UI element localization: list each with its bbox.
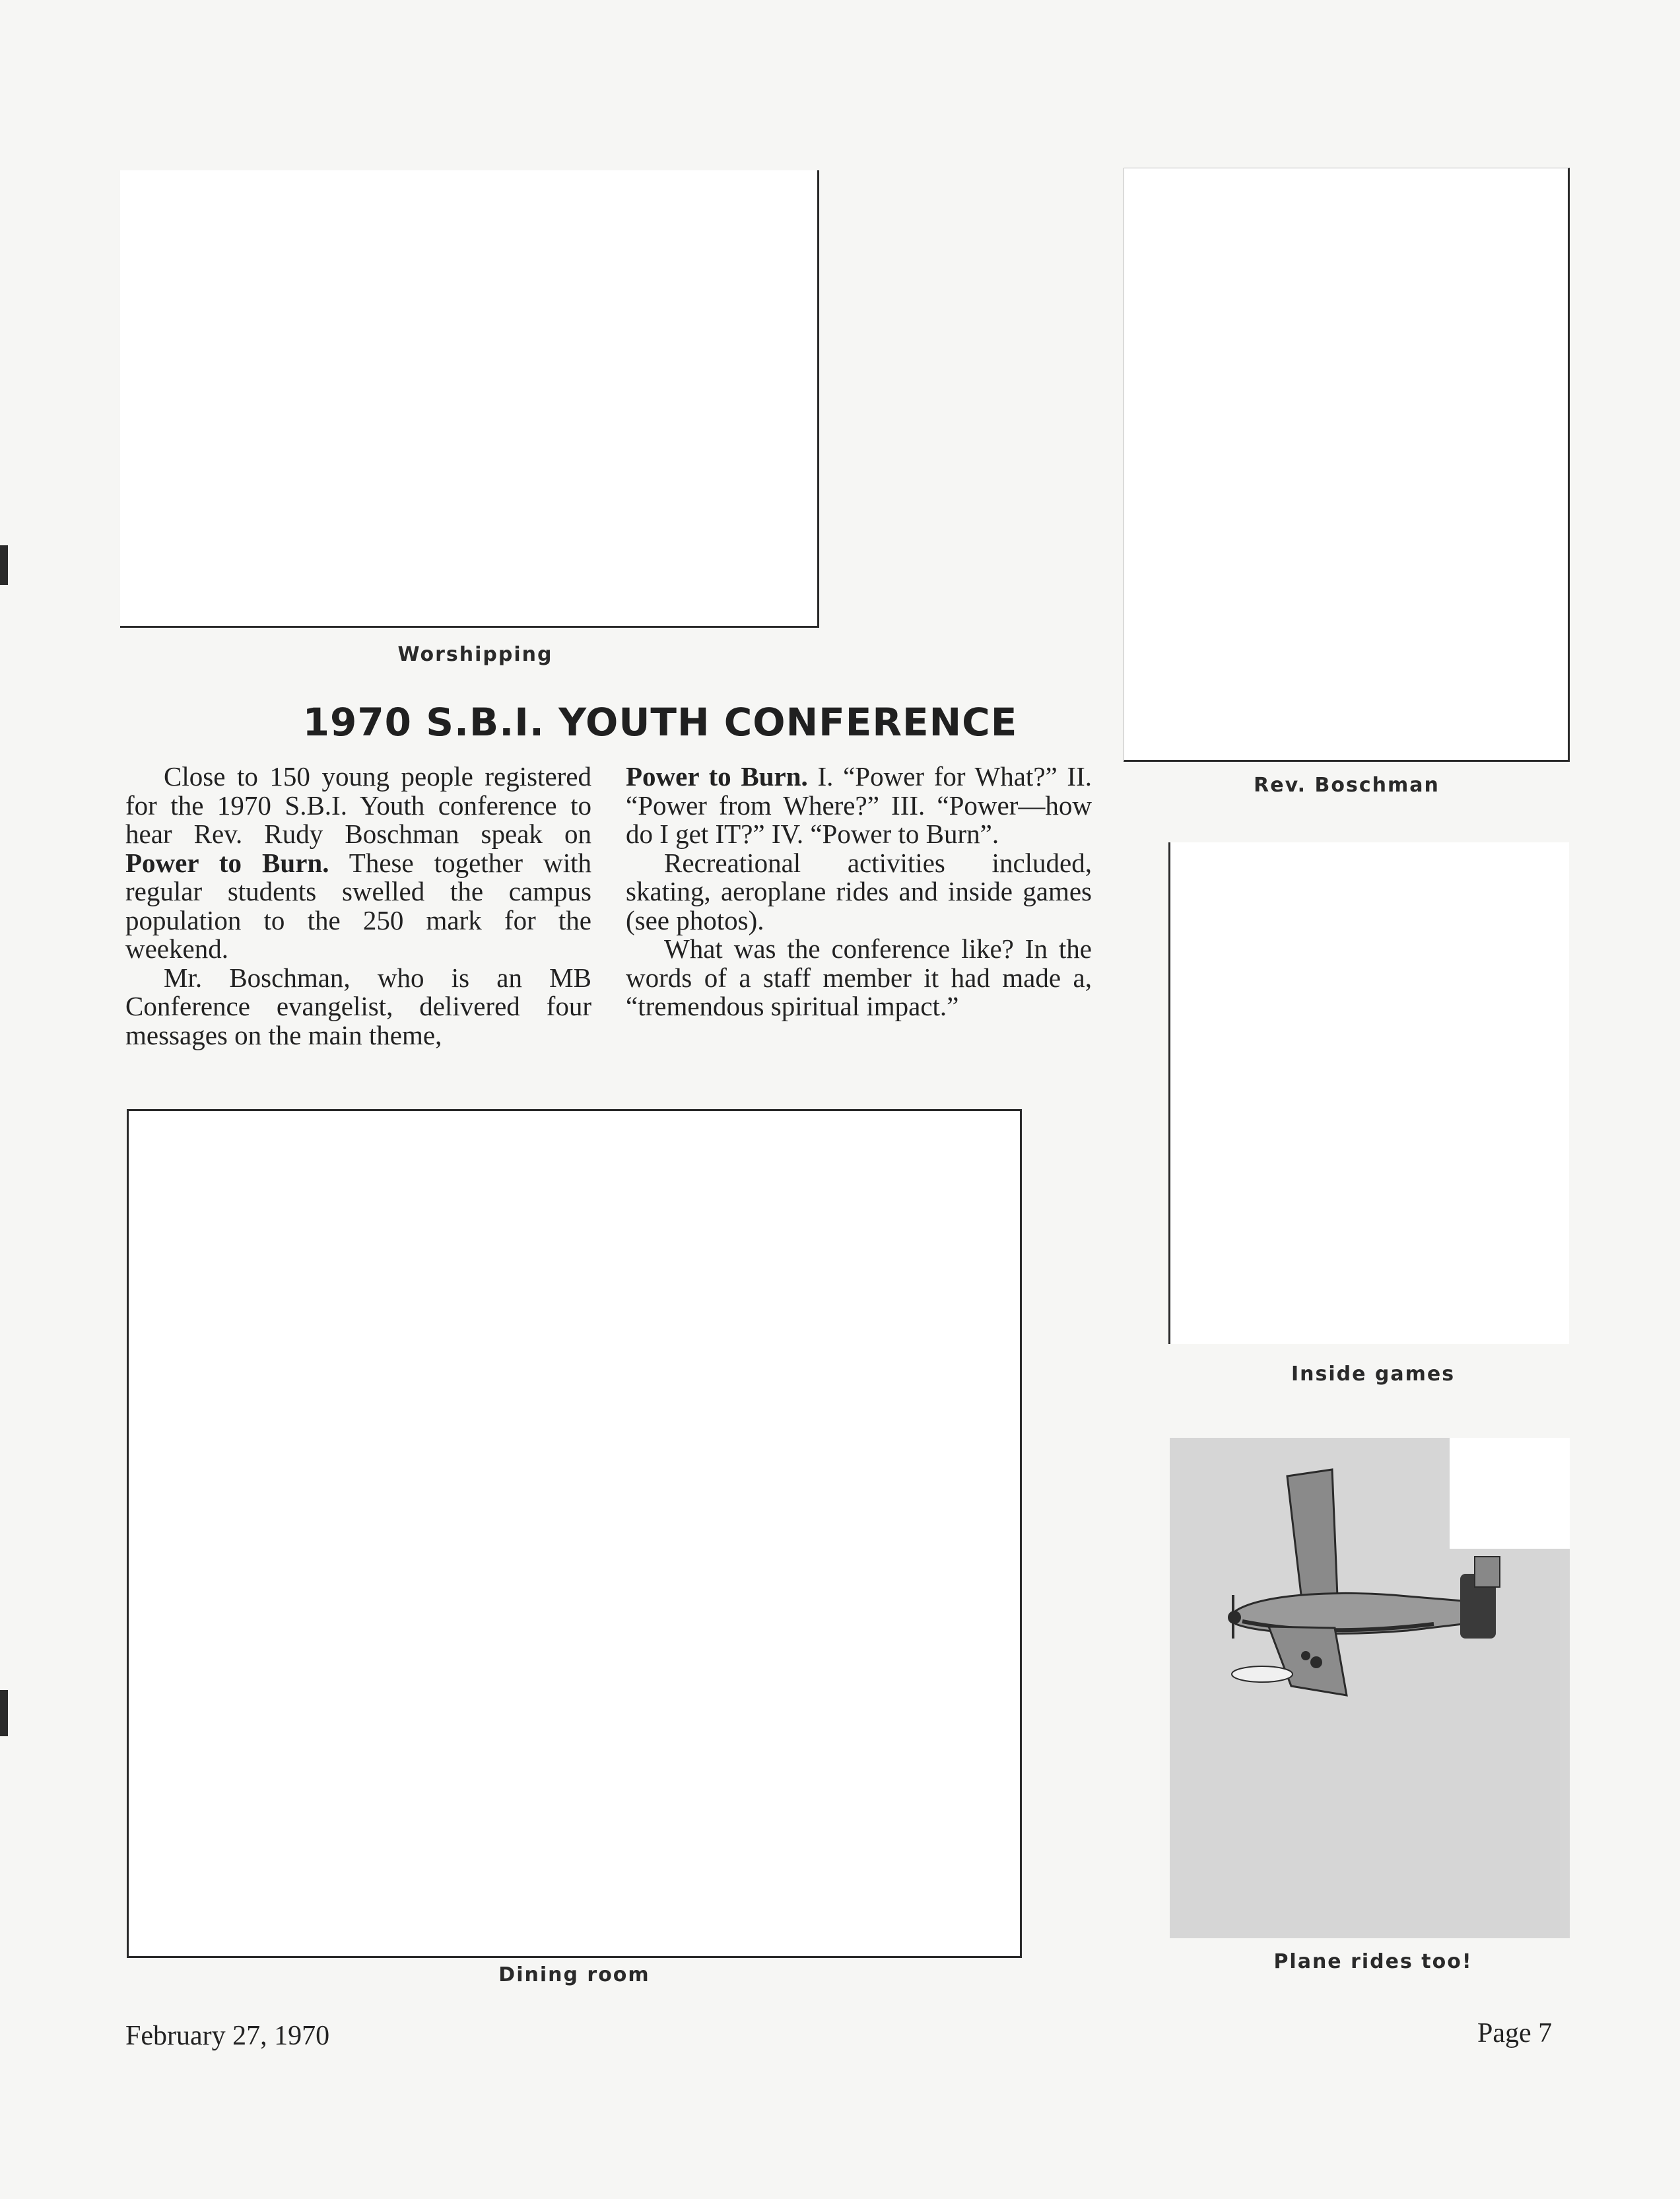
footer-date: February 27, 1970 [125,2021,330,2051]
plane-rides-caption: Plane rides too! [1273,1950,1473,1973]
paragraph-3: Power to Burn. I. “Power for What?” II. “Power from Where?” III. “Power—how do I get IT?” IV. “Power to Burn”. [626,761,1092,849]
paragraph-5: What was the conference like? In the words of a staff member it had made a, “tremendous spiritual impact.” [626,933,1092,1021]
article-headline: 1970 S.B.I. YOUTH CONFERENCE [302,700,1018,745]
footer-page-number: Page 7 [1477,2018,1553,2048]
plane-photo [1170,1438,1570,1938]
article-column-left [125,762,591,1050]
paragraph-4: Recreational activities included, skating, aeroplane rides and inside games (see photos). [626,847,1092,935]
airplane-icon [1170,1438,1570,1938]
inside-games-caption: Inside games [1291,1363,1456,1386]
paragraph-1: Close to 150 young people registered for the 1970 S.B.I. Youth conference to hear Rev. Rudy Boschman speak on Power to Burn. These together with regular students swelled the campus population to the 250 mark for the weekend. [125,761,591,964]
binding-mark [0,1690,8,1736]
worshipping-caption: Worshipping [397,643,553,666]
rev-boschman-caption: Rev. Boschman [1254,774,1440,797]
paragraph-2: Mr. Boschman, who is an MB Conference evangelist, delivered four messages on the main theme, [125,962,591,1050]
rev-boschman-photo [1124,168,1570,762]
worshipping-photo [120,170,819,628]
inside-games-photo [1168,842,1569,1344]
binding-mark [0,545,8,585]
dining-room-caption: Dining room [498,1963,650,1986]
dining-room-photo [127,1109,1022,1958]
article-column-right [626,762,1092,1021]
